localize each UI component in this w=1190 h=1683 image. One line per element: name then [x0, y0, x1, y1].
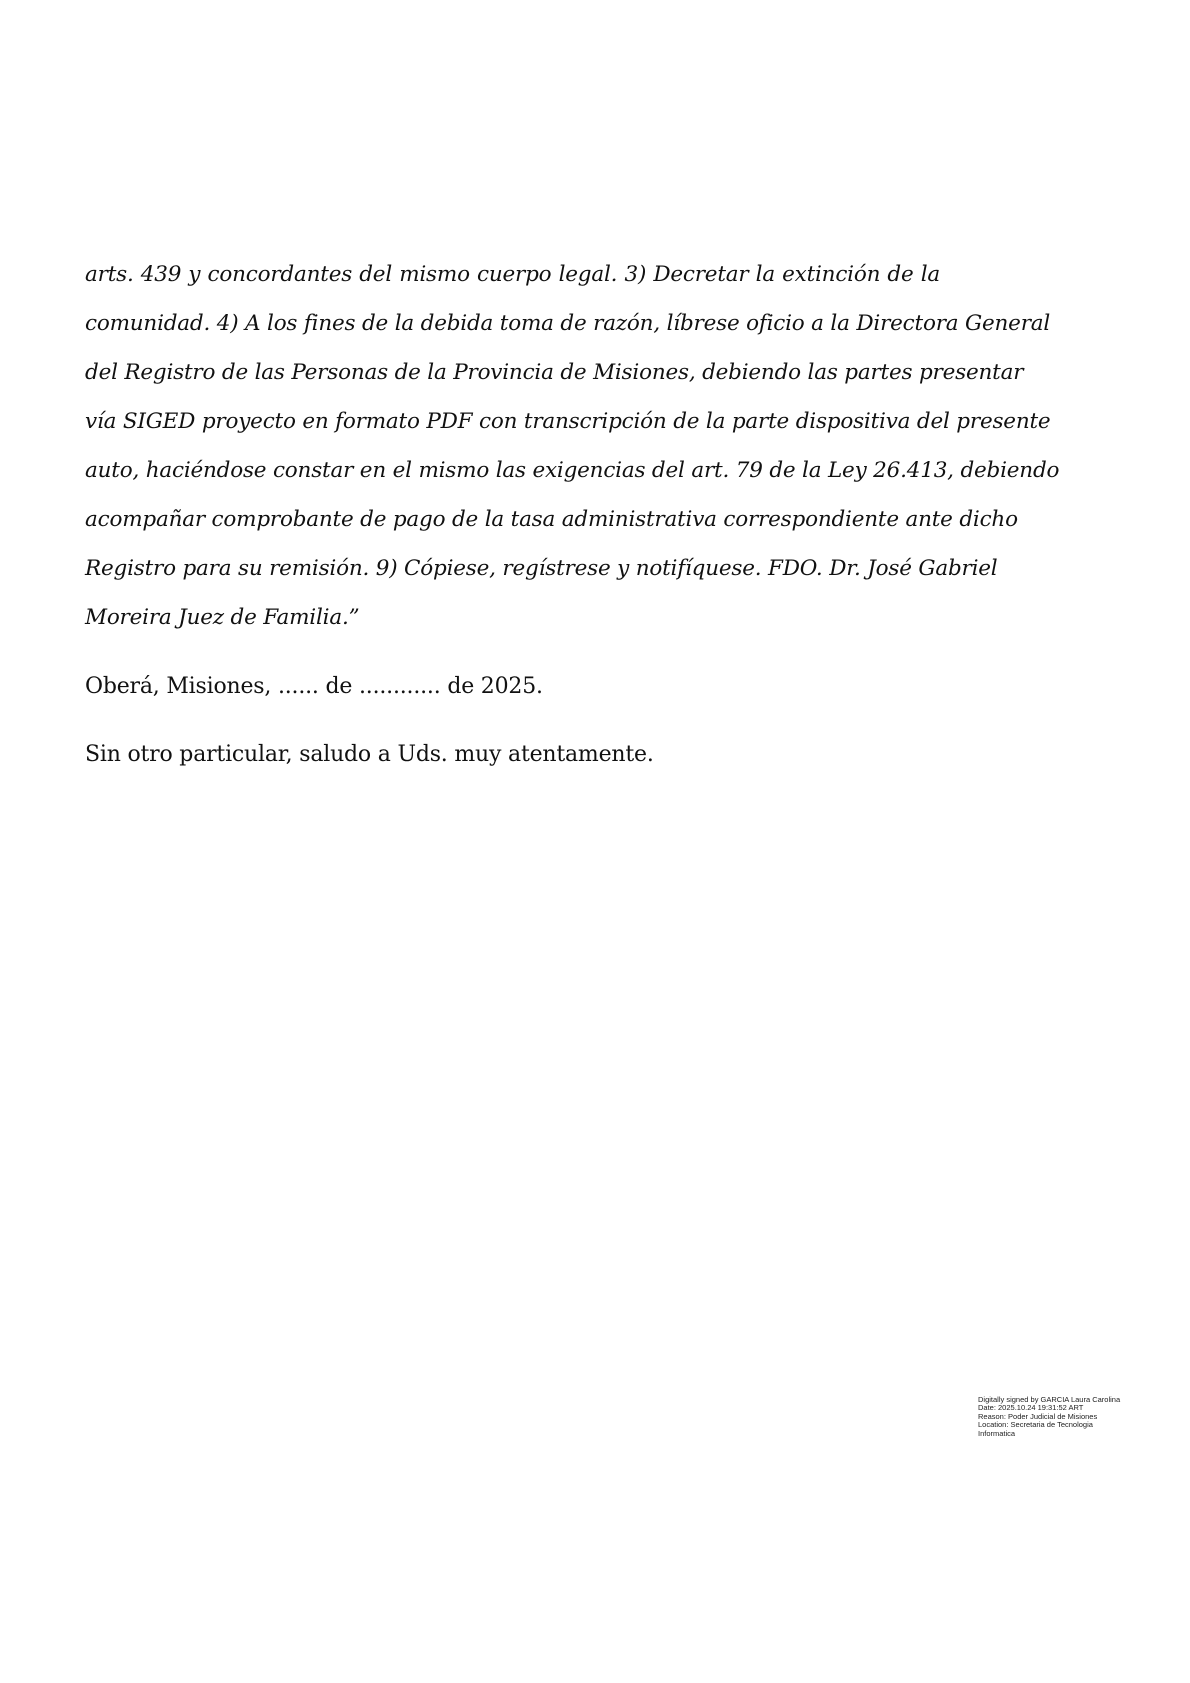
signature-signer: Digitally signed by GARCIA Laura Carolina — [978, 1395, 1121, 1404]
quoted-resolution-text — [85, 250, 1060, 642]
signature-location: Location: Secretaria de Tecnologia — [978, 1420, 1093, 1430]
quote-line: Registro para su remisión. 9) Cópiese, regístrese y notifíquese. FDO. Dr. José Gabriel — [85, 556, 998, 581]
quote-line: vía SIGED proyecto en formato PDF con transcripción de la parte dispositiva del presente — [85, 409, 1051, 434]
quote-line: Moreira Juez de Familia.” — [85, 605, 360, 630]
signature-location-cont: Informatica — [978, 1428, 1016, 1438]
signature-reason: Reason: Poder Judicial de Misiones — [978, 1411, 1098, 1421]
quote-line: del Registro de las Personas de la Provincia de Misiones, debiendo las partes presentar — [85, 360, 1024, 385]
signature-date: Date: 2025.10.24 19:31:52 ART — [978, 1403, 1084, 1413]
quote-line: acompañar comprobante de pago de la tasa administrativa correspondiente ante dicho — [85, 507, 1018, 532]
quote-line: comunidad. 4) A los fines de la debida toma de razón, líbrese oficio a la Directora General — [85, 311, 1051, 336]
digital-signature-block — [978, 1396, 1158, 1438]
date-line: Oberá, Misiones, ...... de ............ de 2025. — [85, 674, 543, 699]
closing-line: Sin otro particular, saludo a Uds. muy atentamente. — [85, 742, 654, 767]
quote-line: auto, haciéndose constar en el mismo las exigencias del art. 79 de la Ley 26.413, debiendo — [85, 458, 1060, 483]
quote-line: arts. 439 y concordantes del mismo cuerpo legal. 3) Decretar la extinción de la — [85, 262, 940, 287]
